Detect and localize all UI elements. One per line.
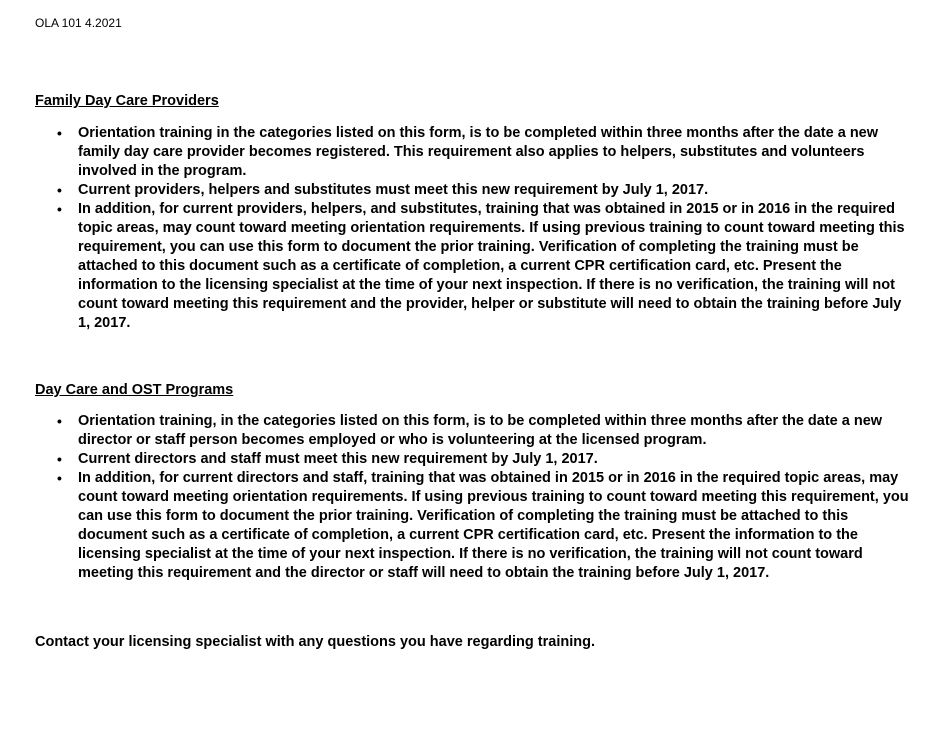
bullet-text: In addition, for current directors and staff, training that was obtained in 2015 or in 2016 in the required topic areas, may count toward meeting orientation requirements. If using previous training to count toward meeting this requirement, you can use this form to document the prior training. Verification of completing the training must be attached to this document such as a certificate of completion, a current CPR certification card, etc. Present the information to the licensing specialist at the time of your next inspection. If there is no verification, the training will not count toward meeting this requirement and the director or staff will need to obtain the training before July 1, 2017. bbox=[78, 470, 909, 581]
section-heading-family-day-care: Family Day Care Providers bbox=[35, 93, 219, 109]
list-item bbox=[57, 200, 917, 333]
bullet-list-day-care-ost bbox=[57, 412, 917, 583]
form-identifier: OLA 101 4.2021 bbox=[35, 16, 122, 30]
closing-note: Contact your licensing specialist with any questions you have regarding training. bbox=[35, 634, 595, 650]
list-item bbox=[57, 450, 917, 469]
bullet-icon: • bbox=[57, 470, 62, 486]
bullet-icon: • bbox=[57, 201, 62, 217]
bullet-text: Orientation training in the categories listed on this form, is to be completed within three months after the date a new family day care provider becomes registered. This requirement also applies to helpers, substitutes and volunteers involved in the program. bbox=[78, 125, 879, 179]
bullet-text: Current providers, helpers and substitutes must meet this new requirement by July 1, 2017. bbox=[78, 182, 709, 198]
list-item bbox=[57, 124, 917, 181]
bullet-icon: • bbox=[57, 125, 62, 141]
bullet-icon: • bbox=[57, 413, 62, 429]
list-item bbox=[57, 412, 917, 450]
bullet-text: Current directors and staff must meet this new requirement by July 1, 2017. bbox=[78, 451, 598, 467]
bullet-text: In addition, for current providers, helpers, and substitutes, training that was obtained in 2015 or in 2016 in the required topic areas, may count toward meeting orientation requirements. If using previous training to count toward meeting this requirement, you can use this form to document the prior training. Verification of completing the training must be attached to this document such as a certificate of completion, a current CPR certification card, etc. Present the information to the licensing specialist at the time of your next inspection. If there is no verification, the training will not count toward meeting this requirement and the provider, helper or substitute will need to obtain the training before July 1, 2017. bbox=[78, 201, 905, 331]
bullet-text: Orientation training, in the categories listed on this form, is to be completed within three months after the date a new director or staff person becomes employed or who is volunteering at the licensed program. bbox=[78, 413, 883, 448]
bullet-icon: • bbox=[57, 451, 62, 467]
bullet-icon: • bbox=[57, 182, 62, 198]
section-heading-day-care-ost: Day Care and OST Programs bbox=[35, 382, 234, 398]
list-item bbox=[57, 469, 917, 583]
bullet-list-family-day-care bbox=[57, 124, 917, 333]
list-item bbox=[57, 181, 917, 200]
